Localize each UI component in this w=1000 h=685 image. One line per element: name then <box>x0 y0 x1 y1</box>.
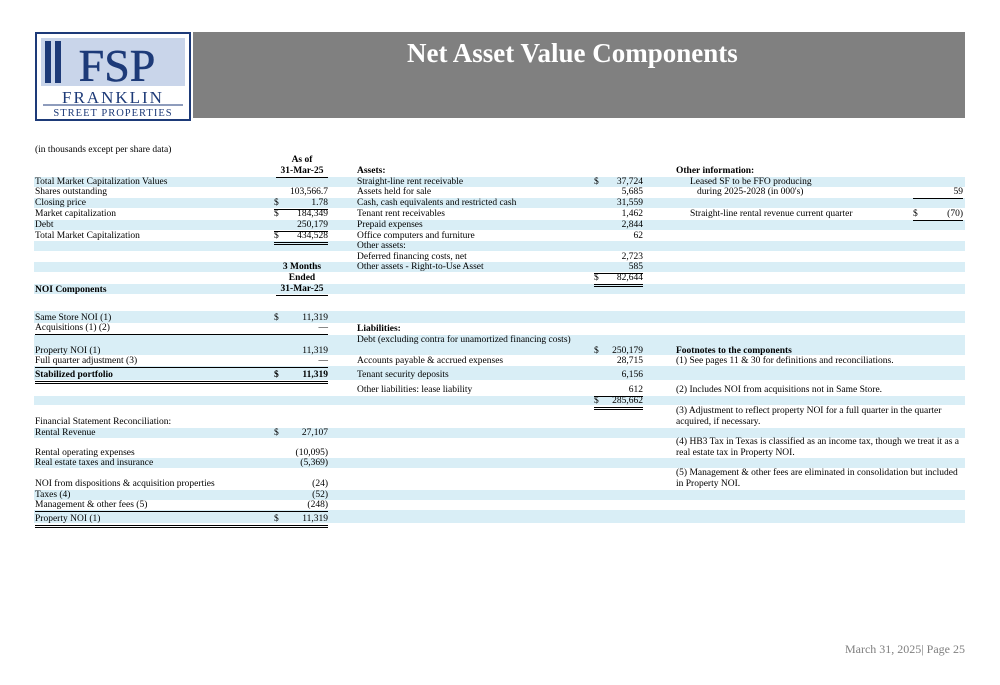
noi-value: 11,319 <box>302 346 328 356</box>
straight-line-label: Straight-line rental revenue current quarter <box>690 209 853 219</box>
asset-value: 2,844 <box>621 220 643 230</box>
noi-value: 11,319 <box>302 313 328 323</box>
asset-label: Office computers and furniture <box>357 231 475 241</box>
liabilities-total-cell <box>594 396 643 410</box>
asset-value: 37,724 <box>616 177 643 187</box>
noi-label: Stabilized portfolio <box>35 370 113 380</box>
market-value: 434,528 <box>297 231 328 241</box>
market-label: Market capitalization <box>35 209 116 219</box>
assets-total: 82,644 <box>616 273 643 283</box>
leased-sf-label-1: Leased SF to be FFO producing <box>690 177 812 187</box>
noi-label: Same Store NOI (1) <box>35 313 112 323</box>
recon-value: (5,369) <box>300 458 328 468</box>
recon-value: 27,107 <box>301 428 328 438</box>
market-col-head-1: As of <box>291 155 313 165</box>
logo-mark-text: FSP <box>78 40 156 91</box>
noi-col-head-1: 3 Months <box>282 262 322 272</box>
asset-label: Prepaid expenses <box>357 220 423 230</box>
dollar-sign: $ <box>274 428 279 438</box>
assets-title: Assets: <box>357 166 386 176</box>
footnote-item: (1) See pages 11 & 30 for definitions and reconciliations. <box>676 356 894 366</box>
footnote-item: (3) Adjustment to reflect property NOI for a full quarter in the quarter acquired, if necessary. <box>676 406 942 427</box>
liability-value: 250,179 <box>612 346 643 356</box>
asset-label: Other assets - Right-to-Use Asset <box>357 262 484 272</box>
market-label: Total Market Capitalization <box>35 231 140 241</box>
leased-sf-label-2: during 2025-2028 (in 000's) <box>697 187 804 197</box>
logo-line-1: FRANKLIN <box>62 88 164 107</box>
market-label: Closing price <box>35 198 86 208</box>
recon-value-cell <box>274 428 328 439</box>
liability-value: 612 <box>594 385 643 397</box>
asset-label: Other assets: <box>357 241 406 251</box>
liabilities-title: Liabilities: <box>357 324 401 334</box>
recon-value: (248) <box>307 500 328 510</box>
asset-value: 5,685 <box>621 187 643 197</box>
reconciliation-title: Financial Statement Reconciliation: <box>35 417 172 427</box>
leased-sf-value: 59 <box>913 187 963 199</box>
dollar-sign: $ <box>274 231 279 241</box>
recon-label: Rental operating expenses <box>35 448 135 458</box>
noi-total-row <box>35 370 328 384</box>
recon-value: (52) <box>312 490 328 500</box>
market-value: 250,179 <box>274 220 328 232</box>
footnote-item: (4) HB3 Tax in Texas is classified as an income tax, though we treat it as a real estate tax in Property NOI. <box>676 437 959 458</box>
asset-label: Assets held for sale <box>357 187 432 197</box>
dollar-sign: $ <box>274 514 279 524</box>
other-info-title: Other information: <box>676 166 755 176</box>
liability-label: Debt (excluding contra for unamortized financing costs) <box>357 335 571 345</box>
dollar-sign: $ <box>594 273 599 283</box>
market-label: Total Market Capitalization Values <box>35 177 168 187</box>
noi-label: Full quarter adjustment (3) <box>35 356 138 366</box>
page-title: Net Asset Value Components <box>407 38 738 68</box>
liability-value: 28,715 <box>616 356 643 366</box>
logo-graphic <box>37 34 189 119</box>
units-note: (in thousands except per share data) <box>35 145 172 155</box>
dollar-sign: $ <box>594 346 599 356</box>
noi-section-label: NOI Components <box>35 285 107 295</box>
asset-value: 2,723 <box>621 252 643 262</box>
logo-line-2: STREET PROPERTIES <box>53 108 173 119</box>
liability-label: Tenant security deposits <box>357 370 449 380</box>
dollar-sign: $ <box>594 177 599 187</box>
asset-value: 1,462 <box>621 209 643 219</box>
recon-label: Real estate taxes and insurance <box>35 458 154 468</box>
noi-row <box>35 356 328 368</box>
market-label: Debt <box>35 220 54 230</box>
asset-label: Deferred financing costs, net <box>357 252 467 262</box>
recon-value: 11,319 <box>302 514 328 524</box>
noi-label: Property NOI (1) <box>35 346 101 356</box>
recon-row <box>35 500 328 512</box>
header-bar <box>193 32 965 118</box>
straight-line-value: (70) <box>947 209 963 219</box>
dollar-sign: $ <box>274 209 279 219</box>
recon-label: Rental Revenue <box>35 428 96 438</box>
asset-value: 585 <box>594 262 643 274</box>
recon-label: Management & other fees (5) <box>35 500 148 510</box>
recon-label: NOI from dispositions & acquisition properties <box>35 479 215 489</box>
noi-label: Acquisitions (1) (2) <box>35 323 110 333</box>
asset-value: 31,559 <box>616 198 643 208</box>
market-value: 184,349 <box>297 209 328 219</box>
market-value-cell <box>274 231 328 245</box>
recon-label: Taxes (4) <box>35 490 71 500</box>
dollar-sign: $ <box>594 396 599 406</box>
market-value: 103,566.7 <box>290 187 328 197</box>
liability-label: Accounts payable & accrued expenses <box>357 356 504 366</box>
noi-value: — <box>318 356 328 366</box>
recon-value: (10,095) <box>295 448 328 458</box>
asset-value: 62 <box>633 231 643 241</box>
noi-row <box>35 323 328 335</box>
noi-value: 11,319 <box>302 370 328 380</box>
market-value-cell <box>274 209 328 220</box>
dollar-sign: $ <box>274 370 279 380</box>
recon-label: Property NOI (1) <box>35 514 101 524</box>
noi-col-head-3: 31-Mar-25 <box>276 284 328 296</box>
straight-line-value-cell <box>913 209 963 221</box>
footnote-item: (5) Management & other fees are eliminated in consolidation but included in Property NOI. <box>676 468 958 489</box>
recon-total-row <box>35 514 328 528</box>
asset-label: Straight-line rent receivable <box>357 177 464 187</box>
asset-label: Tenant rent receivables <box>357 209 445 219</box>
page-footer: March 31, 2025| Page 25 <box>844 642 965 656</box>
recon-value: (24) <box>312 479 328 489</box>
noi-value: — <box>318 323 328 333</box>
footnotes-title: Footnotes to the components <box>676 346 792 356</box>
noi-col-head-2: Ended <box>288 273 316 283</box>
market-value: 1.78 <box>311 198 328 208</box>
dollar-sign: $ <box>913 209 918 219</box>
footnote-item: (2) Includes NOI from acquisitions not in Same Store. <box>676 385 883 395</box>
liability-value: 6,156 <box>621 370 643 380</box>
liability-label: Other liabilities: lease liability <box>357 385 473 395</box>
market-label: Shares outstanding <box>35 187 108 197</box>
dollar-sign: $ <box>274 198 279 208</box>
asset-label: Cash, cash equivalents and restricted cash <box>357 198 517 208</box>
dollar-sign: $ <box>274 313 279 323</box>
assets-total-cell <box>594 273 643 287</box>
market-col-head-2: 31-Mar-25 <box>276 166 328 178</box>
liabilities-total: 285,662 <box>612 396 643 406</box>
company-logo <box>35 32 191 121</box>
